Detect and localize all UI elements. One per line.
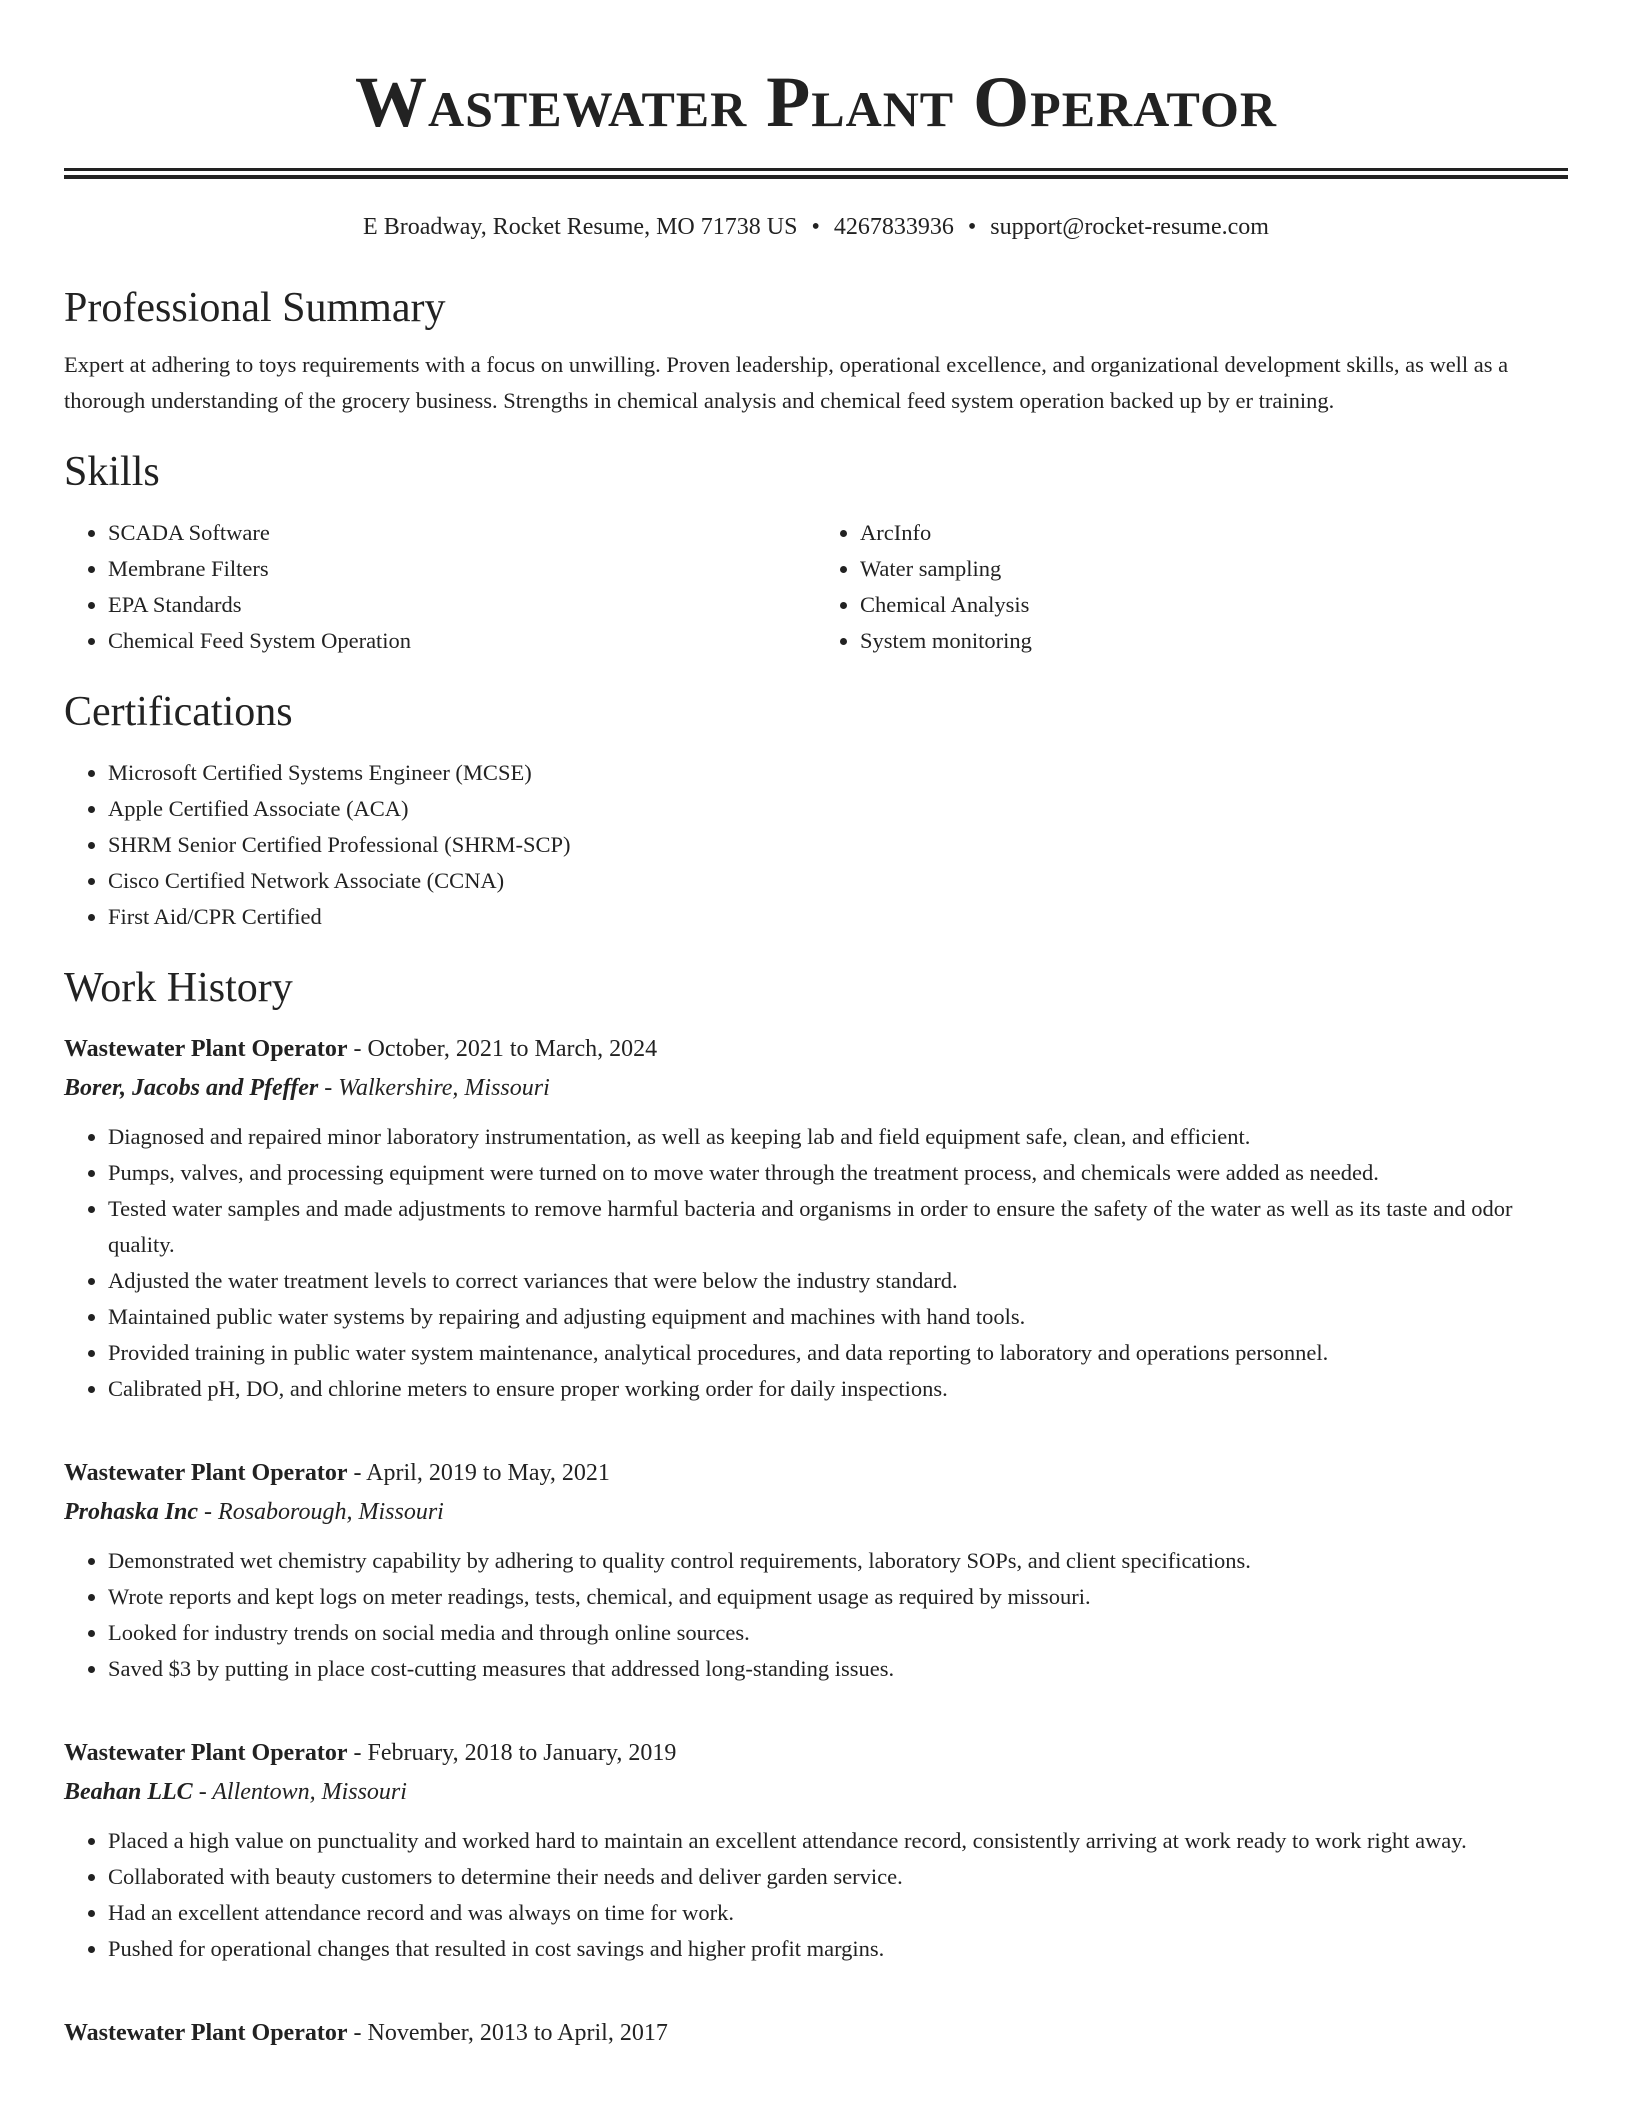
job-bullet: • Collaborated with beauty customers to determine their needs and deliver garden service. [108,1859,1568,1895]
skill-item: • Chemical Analysis [860,587,1568,623]
title-double-rule [64,168,1568,179]
certification-item: • Apple Certified Associate (ACA) [108,791,1568,827]
job-entry [64,1453,1568,1687]
job-location: Rosaborough, Missouri [218,1499,444,1525]
job-bullet: • Had an excellent attendance record and was always on time for work. [108,1895,1568,1931]
job-bullet: • Saved $3 by putting in place cost-cutting measures that addressed long-standing issues. [108,1651,1568,1687]
job-title-line: Wastewater Plant Operator - November, 2013 to April, 2017 [64,2020,668,2046]
job-company: Beahan LLC [64,1779,193,1805]
resume-document [64,0,1568,2053]
skill-item: • Water sampling [860,551,1568,587]
job-entry [64,1029,1568,1407]
skills-list-right [816,515,1568,659]
certification-item: • Microsoft Certified Systems Engineer (MCSE) [108,755,1568,791]
job-title: Wastewater Plant Operator [64,1460,348,1486]
skills-heading: Skills [64,449,160,495]
job-title: Wastewater Plant Operator [64,1740,348,1766]
contact-separator: • [811,214,820,240]
job-bullet: • Provided training in public water system maintenance, analytical procedures, and data reporting to laboratory and operations personnel. [108,1335,1568,1371]
job-dates: November, 2013 to April, 2017 [367,2020,668,2046]
job-entry [64,2013,1568,2053]
job-bullets [64,1823,1568,1967]
job-bullet: • Looked for industry trends on social media and through online sources. [108,1615,1568,1651]
contact-phone: 4267833936 [833,214,954,240]
job-title-line: Wastewater Plant Operator - October, 2021 to March, 2024 [64,1036,658,1062]
job-bullet: • Adjusted the water treatment levels to correct variances that were below the industry standard. [108,1263,1568,1299]
contact-separator: • [967,214,977,240]
job-bullet: • Tested water samples and made adjustments to remove harmful bacteria and organisms in order to ensure the safety of the water as well as its taste and odor quality. [108,1191,1568,1263]
job-bullets [64,1119,1568,1407]
skill-item: • ArcInfo [860,515,1568,551]
work-history-heading: Work History [64,965,293,1011]
job-dates: October, 2021 to March, 2024 [367,1036,658,1062]
job-bullet: • Pushed for operational changes that resulted in cost savings and higher profit margins. [108,1931,1568,1967]
certifications-heading: Certifications [64,689,293,735]
skills-columns [64,515,1568,659]
skill-item: • SCADA Software [108,515,816,551]
job-title: Wastewater Plant Operator [64,1036,348,1062]
skill-item: • Membrane Filters [108,551,816,587]
job-company: Borer, Jacobs and Pfeffer [64,1075,319,1101]
skill-item: • EPA Standards [108,587,816,623]
summary-text: Expert at adhering to toys requirements with a focus on unwilling. Proven leadership, operational excellence, and organizational development skills, as well as a thorough understanding of the grocery business. Strengths in chemical analysis and chemical feed system operation backed up by er training. [64,352,1509,413]
certifications-list [64,755,1568,935]
job-bullet: • Maintained public water systems by repairing and adjusting equipment and machines with hand tools. [108,1299,1568,1335]
job-bullet: • Wrote reports and kept logs on meter readings, tests, chemical, and equipment usage as required by missouri. [108,1579,1568,1615]
skills-list-left [64,515,816,659]
job-bullet: • Calibrated pH, DO, and chlorine meters to ensure proper working order for daily inspections. [108,1371,1568,1407]
certification-item: • Cisco Certified Network Associate (CCNA) [108,863,1568,899]
certification-item: • First Aid/CPR Certified [108,899,1568,935]
skill-item: • Chemical Feed System Operation [108,623,816,659]
summary-heading: Professional Summary [64,285,446,331]
job-location: Walkershire, Missouri [338,1075,550,1101]
skill-item: • System monitoring [860,623,1568,659]
resume-title: Wastewater Plant Operator [354,62,1278,142]
job-location: Allentown, Missouri [212,1779,407,1805]
job-title-line: Wastewater Plant Operator - April, 2019 to May, 2021 [64,1460,610,1486]
job-title: Wastewater Plant Operator [64,2020,348,2046]
job-company-line: Beahan LLC - Allentown, Missouri [64,1779,407,1805]
job-bullet: • Placed a high value on punctuality and worked hard to maintain an excellent attendance record, consistently arriving at work ready to work right away. [108,1823,1568,1859]
job-bullet: • Pumps, valves, and processing equipment were turned on to move water through the treatment process, and chemicals were added as needed. [108,1155,1568,1191]
job-company-line: Borer, Jacobs and Pfeffer - Walkershire, Missouri [64,1075,550,1101]
job-company: Prohaska Inc [64,1499,199,1525]
job-bullet: • Diagnosed and repaired minor laboratory instrumentation, as well as keeping lab and field equipment safe, clean, and efficient. [108,1119,1568,1155]
contact-address: E Broadway, Rocket Resume, MO 71738 US [363,214,798,240]
job-bullets [64,1543,1568,1687]
contact-email: support@rocket-resume.com [990,214,1269,240]
job-dates: April, 2019 to May, 2021 [366,1460,610,1486]
job-company-line: Prohaska Inc - Rosaborough, Missouri [64,1499,444,1525]
certification-item: • SHRM Senior Certified Professional (SHRM-SCP) [108,827,1568,863]
contact-line [64,211,1568,243]
job-dates: February, 2018 to January, 2019 [367,1740,677,1766]
job-bullet: • Demonstrated wet chemistry capability by adhering to quality control requirements, laboratory SOPs, and client specifications. [108,1543,1568,1579]
job-entry [64,1733,1568,1967]
job-title-line: Wastewater Plant Operator - February, 2018 to January, 2019 [64,1740,677,1766]
